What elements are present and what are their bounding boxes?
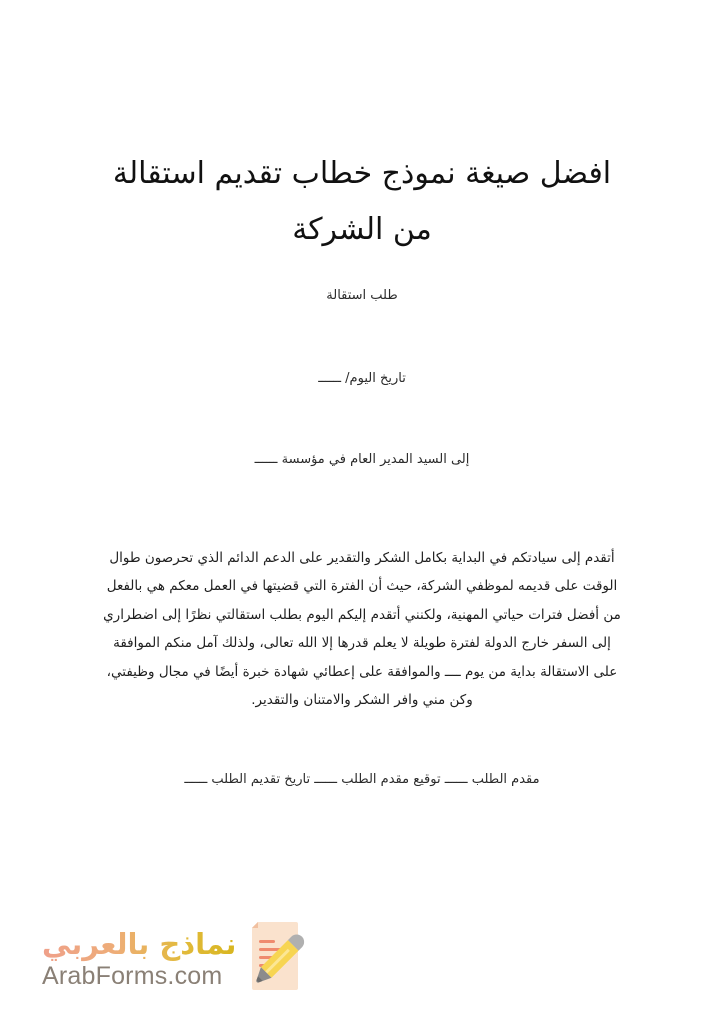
body-paragraph: أتقدم إلى سيادتكم في البداية بكامل الشكر والتقدير على الدعم الدائم الذي تحرصون طوال الوقت على قديمه لموظفي الشركة، حيث أن الفترة التي قضيتها في العمل معكم هي بالفعل من أفضل فترات حياتي المهنية، ولكنني أتقدم إليكم اليوم بطلب استقالتي نظرًا إلى اضطراري إلى السفر خارج الدولة لفترة طويلة لا يعلم قدرها إلا الله تعالى، ولذلك آمل منكم الموافقة على الاستقالة بداية من يوم ــــ والموافقة على إعطائي شهادة خبرة أيضًا في مجال وظيفتي، وكن مني وافر الشكر والامتنان والتقدير. (103, 549, 621, 708)
logo-arabic-text: نماذج بالعربي (42, 927, 237, 961)
page-title: افضل صيغة نموذج خطاب تقديم استقالة من الشركة (112, 156, 612, 248)
recipient-line: إلى السيد المدير العام في مؤسسة ــــــ (254, 452, 470, 467)
signature-line: مقدم الطلب ــــــ توقيع مقدم الطلب ــــــ تاريخ تقديم الطلب ــــــ (184, 772, 540, 787)
document-subtitle: طلب استقالة (326, 288, 398, 303)
date-line: تاريخ اليوم/ ــــــ (318, 371, 406, 386)
logo-text-block (42, 918, 236, 991)
logo-latin-text: ArabForms.com (42, 962, 223, 990)
site-logo[interactable] (42, 918, 332, 998)
document-with-pencil-icon (244, 920, 306, 998)
